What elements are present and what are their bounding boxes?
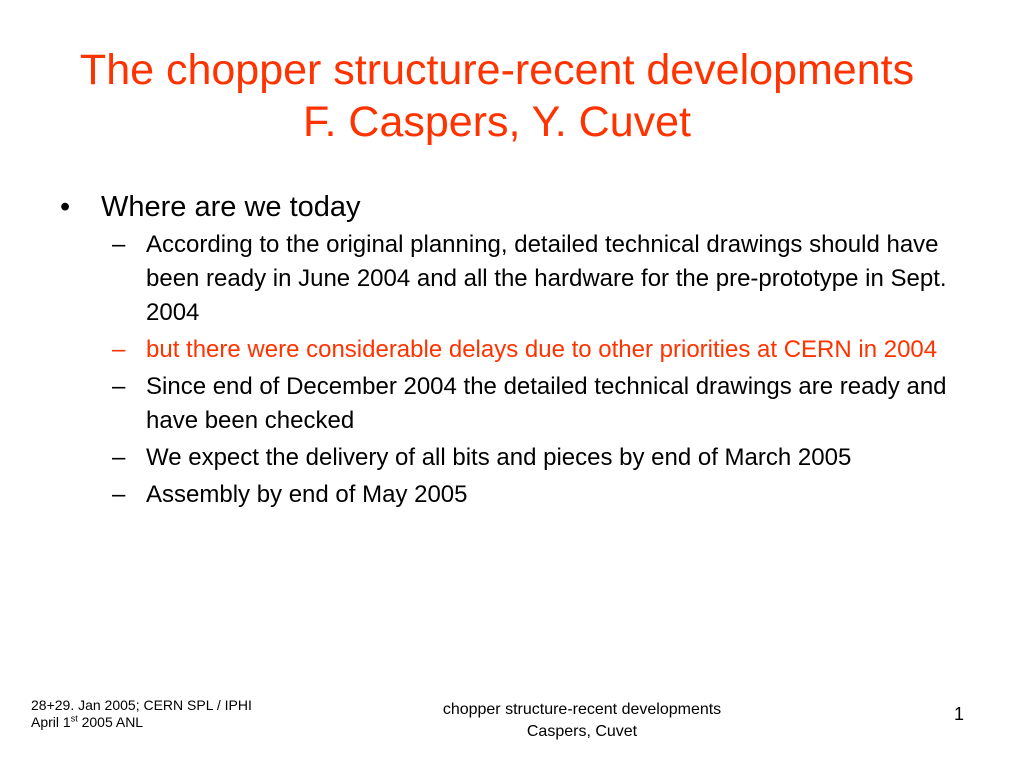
- slide-title-line-2: F. Caspers, Y. Cuvet: [303, 98, 691, 146]
- bullet-item: [58, 188, 978, 226]
- bullet-text: Where are we today: [101, 191, 361, 223]
- sub-bullet-item: [112, 441, 970, 475]
- footer-left-line-1: 28+29. Jan 2005; CERN SPL / IPHI: [31, 697, 252, 713]
- sub-bullet-marker: –: [112, 481, 126, 508]
- sub-bullet-item: [112, 228, 970, 330]
- sub-bullet-text: but there were considerable delays due to other priorities at CERN in 2004: [146, 336, 938, 363]
- sub-bullet-item-highlighted: [112, 333, 970, 367]
- slide-title-line-1: The chopper structure-recent developments: [79, 46, 915, 94]
- sub-bullet-item: [112, 370, 970, 438]
- footer-left-line-2: [31, 714, 252, 731]
- sub-bullet-marker: –: [112, 373, 126, 400]
- sub-bullet-marker: –: [112, 231, 126, 258]
- sub-bullet-marker: –: [112, 444, 126, 471]
- slide-title: [0, 44, 994, 148]
- slide-body: [58, 188, 978, 515]
- bullet-marker: •: [60, 191, 71, 223]
- sub-bullet-marker: –: [112, 336, 126, 363]
- sub-bullet-text: Assembly by end of May 2005: [146, 481, 468, 508]
- footer-center-line-2: Caspers, Cuvet: [526, 723, 638, 740]
- footer-title: [382, 699, 782, 743]
- sub-bullet-list: [112, 228, 978, 512]
- sub-bullet-text: According to the original planning, detailed technical drawings should have been ready in June 2004 and all the hardware for the pre-prototype in Sept. 2004: [146, 231, 947, 326]
- footer-left-line-2-rest: 2005 ANL: [77, 714, 144, 730]
- sub-bullet-item: [112, 478, 970, 512]
- sub-bullet-text: Since end of December 2004 the detailed technical drawings are ready and have been checked: [146, 373, 947, 434]
- page-number: 1: [954, 704, 965, 724]
- footer-left-line-2-date: April 1: [31, 714, 71, 730]
- footer-date-venue: [31, 697, 252, 731]
- footer-center-line-1: chopper structure-recent developments: [442, 701, 722, 718]
- sub-bullet-text: We expect the delivery of all bits and pieces by end of March 2005: [146, 444, 852, 471]
- footer-left-line-2-ordinal: st: [70, 713, 78, 724]
